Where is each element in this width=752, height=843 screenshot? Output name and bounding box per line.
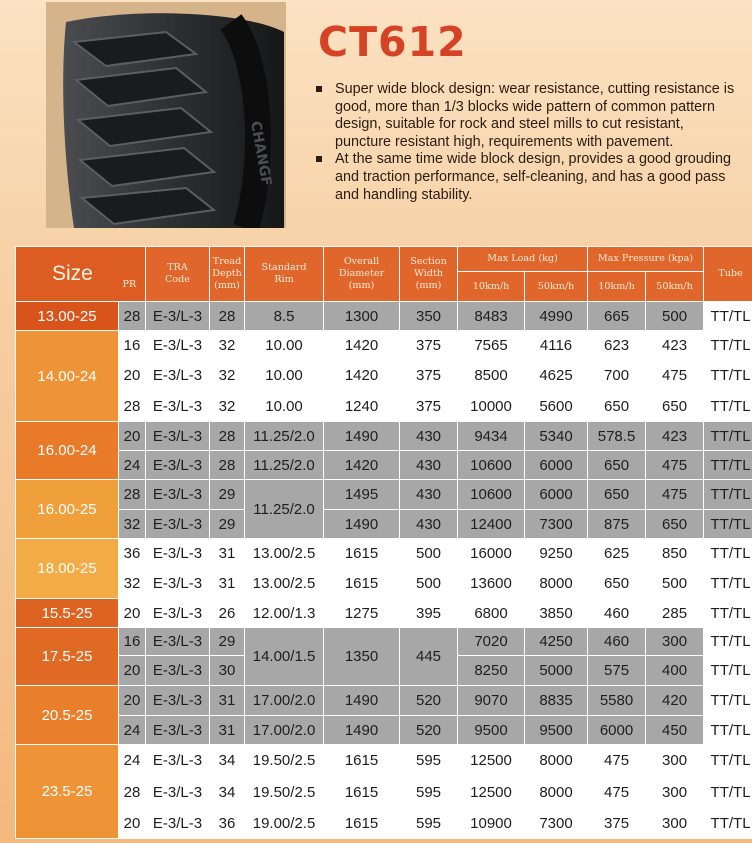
pr-cell: 20 xyxy=(119,422,146,451)
load-50-cell: 9250 xyxy=(525,539,588,569)
width-cell: 595 xyxy=(400,809,458,839)
pr-cell: 20 xyxy=(119,686,146,716)
tube-cell: TT/TL xyxy=(704,716,752,745)
tread-depth-cell: 36 xyxy=(210,809,245,839)
table-row xyxy=(16,451,752,480)
pressure-50-cell: 420 xyxy=(646,686,704,716)
load-50-cell: 8000 xyxy=(525,569,588,599)
table-row xyxy=(16,480,752,510)
rim-cell: 10.00 xyxy=(245,331,324,360)
pr-cell: 24 xyxy=(119,745,146,777)
diameter-cell: 1240 xyxy=(324,392,400,422)
width-cell: 430 xyxy=(400,422,458,451)
tread-depth-cell: 26 xyxy=(210,599,245,628)
pressure-50-cell: 475 xyxy=(646,360,704,392)
pressure-50-cell: 423 xyxy=(646,331,704,360)
pressure-10-cell: 625 xyxy=(588,539,646,569)
pr-cell: 24 xyxy=(119,451,146,480)
feature-item xyxy=(314,151,739,204)
table-row xyxy=(16,422,752,451)
load-10-cell: 12500 xyxy=(458,777,525,809)
tra-code-cell: E-3/L-3 xyxy=(146,510,210,539)
load-50-cell: 4990 xyxy=(525,302,588,331)
pressure-10-cell: 623 xyxy=(588,331,646,360)
load-10-cell: 7565 xyxy=(458,331,525,360)
tread-depth-cell: 31 xyxy=(210,686,245,716)
load-50-cell: 8000 xyxy=(525,777,588,809)
tra-code-cell: E-3/L-3 xyxy=(146,686,210,716)
bullet-square-icon xyxy=(316,156,322,162)
diameter-cell: 1490 xyxy=(324,686,400,716)
pr-cell: 20 xyxy=(119,809,146,839)
size-header-label: Size xyxy=(52,262,93,285)
width-cell: 595 xyxy=(400,777,458,809)
load-10-cell: 13600 xyxy=(458,569,525,599)
load-50-cell: 5000 xyxy=(525,656,588,686)
pr-cell: 28 xyxy=(119,392,146,422)
table-row xyxy=(16,686,752,716)
size-cell: 23.5-25 xyxy=(16,745,119,839)
tra-code-cell: E-3/L-3 xyxy=(146,451,210,480)
width-cell: 430 xyxy=(400,480,458,510)
pressure-10-cell: 650 xyxy=(588,451,646,480)
size-cell: 15.5-25 xyxy=(16,599,119,628)
pressure-50-cell: 650 xyxy=(646,392,704,422)
rim-cell: 13.00/2.5 xyxy=(245,539,324,569)
pressure-10-cell: 460 xyxy=(588,599,646,628)
pressure-10-cell: 475 xyxy=(588,777,646,809)
feature-item xyxy=(314,81,739,151)
pressure-10-cell: 5580 xyxy=(588,686,646,716)
tube-cell: TT/TL xyxy=(704,569,752,599)
tube-cell: TT/TL xyxy=(704,392,752,422)
pressure-50-cell: 300 xyxy=(646,628,704,656)
tube-cell: TT/TL xyxy=(704,451,752,480)
svg-text:CHANGF: CHANGF xyxy=(247,119,275,188)
load-10-cell: 9070 xyxy=(458,686,525,716)
size-cell: 20.5-25 xyxy=(16,686,119,745)
load-50-cell: 4625 xyxy=(525,360,588,392)
rim-cell: 11.25/2.0 xyxy=(245,422,324,451)
load-10-cell: 10000 xyxy=(458,392,525,422)
load-50-cell: 7300 xyxy=(525,510,588,539)
pr-header: PR xyxy=(122,278,137,290)
tire-image xyxy=(46,2,286,228)
tread-depth-cell: 34 xyxy=(210,777,245,809)
diameter-cell: 1300 xyxy=(324,302,400,331)
table-row xyxy=(16,809,752,839)
load-10-cell: 6800 xyxy=(458,599,525,628)
pressure-10-cell: 578.5 xyxy=(588,422,646,451)
diameter-cell: 1420 xyxy=(324,360,400,392)
tread-depth-cell: 29 xyxy=(210,628,245,656)
tube-cell: TT/TL xyxy=(704,745,752,777)
tread-depth-cell: 31 xyxy=(210,569,245,599)
tra-code-cell: E-3/L-3 xyxy=(146,809,210,839)
width-cell: 375 xyxy=(400,331,458,360)
load-50-cell: 4116 xyxy=(525,331,588,360)
rim-cell: 8.5 xyxy=(245,302,324,331)
pressure-10kmh-header: 10km/h xyxy=(588,272,646,302)
tube-cell: TT/TL xyxy=(704,777,752,809)
load-50-cell: 8835 xyxy=(525,686,588,716)
feature-text: Super wide block design: wear resistance, cutting resistance is good, more than 1/3 blocks wide pattern of common pattern design, suitable for rock and steel mills to cut resistant, puncture resistant high, requirements with pavement. xyxy=(335,81,735,150)
pressure-50-cell: 285 xyxy=(646,599,704,628)
tra-code-cell: E-3/L-3 xyxy=(146,599,210,628)
width-cell: 350 xyxy=(400,302,458,331)
tube-cell: TT/TL xyxy=(704,360,752,392)
table-row xyxy=(16,569,752,599)
table-row xyxy=(16,539,752,569)
diameter-cell: 1490 xyxy=(324,716,400,745)
table-row xyxy=(16,392,752,422)
tra-code-cell: E-3/L-3 xyxy=(146,569,210,599)
product-title: CT612 xyxy=(318,18,467,66)
tube-cell: TT/TL xyxy=(704,628,752,656)
load-50kmh-header: 50km/h xyxy=(525,272,588,302)
width-cell: 500 xyxy=(400,539,458,569)
tube-cell: TT/TL xyxy=(704,656,752,686)
rim-cell: 10.00 xyxy=(245,360,324,392)
tra-code-cell: E-3/L-3 xyxy=(146,480,210,510)
pr-cell: 20 xyxy=(119,656,146,686)
diameter-cell: 1615 xyxy=(324,569,400,599)
load-50-cell: 8000 xyxy=(525,745,588,777)
pressure-50kmh-header: 50km/h xyxy=(646,272,704,302)
feature-text: At the same time wide block design, provides a good grouding and traction performance, self-cleaning, and has a good pass and handling stability. xyxy=(335,151,731,203)
pr-cell: 24 xyxy=(119,716,146,745)
tread-depth-cell: 34 xyxy=(210,745,245,777)
diameter-cell: 1615 xyxy=(324,777,400,809)
table-row xyxy=(16,599,752,628)
load-10-cell: 8500 xyxy=(458,360,525,392)
tread-depth-cell: 29 xyxy=(210,480,245,510)
pressure-50-cell: 450 xyxy=(646,716,704,745)
width-cell: 500 xyxy=(400,569,458,599)
tube-cell: TT/TL xyxy=(704,480,752,510)
rim-cell: 13.00/2.5 xyxy=(245,569,324,599)
pressure-10-cell: 575 xyxy=(588,656,646,686)
load-50-cell: 5340 xyxy=(525,422,588,451)
rim-cell: 17.00/2.0 xyxy=(245,686,324,716)
pressure-10-cell: 665 xyxy=(588,302,646,331)
load-10-cell: 10600 xyxy=(458,451,525,480)
pressure-10-cell: 375 xyxy=(588,809,646,839)
overall-diameter-header: Overall Diameter (mm) xyxy=(324,247,400,302)
diameter-cell: 1615 xyxy=(324,745,400,777)
tube-cell: TT/TL xyxy=(704,331,752,360)
tra-code-cell: E-3/L-3 xyxy=(146,716,210,745)
pressure-10-cell: 475 xyxy=(588,745,646,777)
load-10-cell: 9434 xyxy=(458,422,525,451)
pr-cell: 20 xyxy=(119,360,146,392)
pressure-50-cell: 475 xyxy=(646,480,704,510)
tread-depth-cell: 31 xyxy=(210,716,245,745)
diameter-cell: 1490 xyxy=(324,422,400,451)
pressure-10-cell: 650 xyxy=(588,569,646,599)
width-cell: 595 xyxy=(400,745,458,777)
table-row xyxy=(16,745,752,777)
rim-cell: 19.50/2.5 xyxy=(245,745,324,777)
max-pressure-header: Max Pressure (kpa) xyxy=(588,247,704,272)
diameter-cell: 1350 xyxy=(324,628,400,686)
rim-cell: 10.00 xyxy=(245,392,324,422)
tube-header: Tube xyxy=(704,247,752,302)
tra-code-cell: E-3/L-3 xyxy=(146,628,210,656)
pr-cell: 32 xyxy=(119,510,146,539)
tread-depth-cell: 28 xyxy=(210,302,245,331)
tra-code-cell: E-3/L-3 xyxy=(146,745,210,777)
rim-cell: 11.25/2.0 xyxy=(245,480,324,539)
tube-cell: TT/TL xyxy=(704,539,752,569)
rim-cell: 19.50/2.5 xyxy=(245,777,324,809)
feature-list xyxy=(314,81,739,204)
diameter-cell: 1495 xyxy=(324,480,400,510)
pressure-50-cell: 500 xyxy=(646,302,704,331)
tread-depth-cell: 30 xyxy=(210,656,245,686)
tube-cell: TT/TL xyxy=(704,302,752,331)
tread-depth-header: Tread Depth (mm) xyxy=(210,247,245,302)
table-row xyxy=(16,716,752,745)
pressure-10-cell: 875 xyxy=(588,510,646,539)
pr-cell: 32 xyxy=(119,569,146,599)
tra-code-cell: E-3/L-3 xyxy=(146,331,210,360)
pressure-50-cell: 500 xyxy=(646,569,704,599)
width-cell: 430 xyxy=(400,451,458,480)
width-cell: 445 xyxy=(400,628,458,686)
diameter-cell: 1615 xyxy=(324,539,400,569)
pressure-10-cell: 6000 xyxy=(588,716,646,745)
load-50-cell: 6000 xyxy=(525,451,588,480)
table-row xyxy=(16,628,752,656)
pressure-50-cell: 400 xyxy=(646,656,704,686)
tra-code-cell: E-3/L-3 xyxy=(146,360,210,392)
width-cell: 520 xyxy=(400,716,458,745)
pr-cell: 16 xyxy=(119,331,146,360)
pressure-50-cell: 423 xyxy=(646,422,704,451)
load-50-cell: 6000 xyxy=(525,480,588,510)
rim-cell: 12.00/1.3 xyxy=(245,599,324,628)
load-50-cell: 7300 xyxy=(525,809,588,839)
pr-cell: 28 xyxy=(119,777,146,809)
tra-code-cell: E-3/L-3 xyxy=(146,422,210,451)
load-10-cell: 10900 xyxy=(458,809,525,839)
load-10-cell: 8483 xyxy=(458,302,525,331)
diameter-cell: 1420 xyxy=(324,331,400,360)
tube-cell: TT/TL xyxy=(704,422,752,451)
tube-cell: TT/TL xyxy=(704,510,752,539)
tread-depth-cell: 31 xyxy=(210,539,245,569)
tra-code-cell: E-3/L-3 xyxy=(146,302,210,331)
width-cell: 375 xyxy=(400,392,458,422)
width-cell: 520 xyxy=(400,686,458,716)
tread-depth-cell: 28 xyxy=(210,451,245,480)
tire-tread-icon xyxy=(46,2,286,228)
pr-cell: 36 xyxy=(119,539,146,569)
tra-code-cell: E-3/L-3 xyxy=(146,656,210,686)
tra-code-cell: E-3/L-3 xyxy=(146,392,210,422)
pressure-10-cell: 650 xyxy=(588,480,646,510)
size-cell: 17.5-25 xyxy=(16,628,119,686)
section-width-header: Section Width (mm) xyxy=(400,247,458,302)
size-cell: 14.00-24 xyxy=(16,331,119,422)
pressure-10-cell: 650 xyxy=(588,392,646,422)
pressure-50-cell: 300 xyxy=(646,777,704,809)
rim-cell: 11.25/2.0 xyxy=(245,451,324,480)
load-10-cell: 7020 xyxy=(458,628,525,656)
table-row xyxy=(16,331,752,360)
bullet-square-icon xyxy=(316,86,322,92)
tube-cell: TT/TL xyxy=(704,686,752,716)
tra-code-cell: E-3/L-3 xyxy=(146,777,210,809)
spec-table xyxy=(15,246,752,839)
diameter-cell: 1490 xyxy=(324,510,400,539)
rim-cell: 19.00/2.5 xyxy=(245,809,324,839)
pressure-50-cell: 650 xyxy=(646,510,704,539)
pressure-10-cell: 460 xyxy=(588,628,646,656)
table-row xyxy=(16,360,752,392)
load-10-cell: 12400 xyxy=(458,510,525,539)
tread-depth-cell: 28 xyxy=(210,422,245,451)
table-row xyxy=(16,777,752,809)
pressure-50-cell: 300 xyxy=(646,745,704,777)
tread-depth-cell: 29 xyxy=(210,510,245,539)
load-10-cell: 8250 xyxy=(458,656,525,686)
standard-rim-header: Standard Rim xyxy=(245,247,324,302)
load-10-cell: 12500 xyxy=(458,745,525,777)
load-10-cell: 16000 xyxy=(458,539,525,569)
rim-cell: 17.00/2.0 xyxy=(245,716,324,745)
load-50-cell: 9500 xyxy=(525,716,588,745)
pressure-50-cell: 300 xyxy=(646,809,704,839)
size-cell: 16.00-25 xyxy=(16,480,119,539)
tube-cell: TT/TL xyxy=(704,809,752,839)
table-row xyxy=(16,510,752,539)
width-cell: 375 xyxy=(400,360,458,392)
pressure-50-cell: 475 xyxy=(646,451,704,480)
load-10-cell: 9500 xyxy=(458,716,525,745)
pr-cell: 28 xyxy=(119,480,146,510)
rim-cell: 14.00/1.5 xyxy=(245,628,324,686)
diameter-cell: 1615 xyxy=(324,809,400,839)
max-load-header: Max Load (kg) xyxy=(458,247,588,272)
load-10kmh-header: 10km/h xyxy=(458,272,525,302)
diameter-cell: 1275 xyxy=(324,599,400,628)
pr-cell: 16 xyxy=(119,628,146,656)
load-50-cell: 3850 xyxy=(525,599,588,628)
size-header xyxy=(16,247,146,302)
load-10-cell: 10600 xyxy=(458,480,525,510)
width-cell: 430 xyxy=(400,510,458,539)
diameter-cell: 1420 xyxy=(324,451,400,480)
pressure-50-cell: 850 xyxy=(646,539,704,569)
size-cell: 13.00-25 xyxy=(16,302,119,331)
pr-cell: 20 xyxy=(119,599,146,628)
size-cell: 18.00-25 xyxy=(16,539,119,599)
tread-depth-cell: 32 xyxy=(210,392,245,422)
width-cell: 395 xyxy=(400,599,458,628)
tra-code-header: TRA Code xyxy=(146,247,210,302)
tread-depth-cell: 32 xyxy=(210,331,245,360)
load-50-cell: 5600 xyxy=(525,392,588,422)
load-50-cell: 4250 xyxy=(525,628,588,656)
size-cell: 16.00-24 xyxy=(16,422,119,480)
tread-depth-cell: 32 xyxy=(210,360,245,392)
pressure-10-cell: 700 xyxy=(588,360,646,392)
tube-cell: TT/TL xyxy=(704,599,752,628)
pr-cell: 28 xyxy=(119,302,146,331)
tra-code-cell: E-3/L-3 xyxy=(146,539,210,569)
table-row xyxy=(16,302,752,331)
